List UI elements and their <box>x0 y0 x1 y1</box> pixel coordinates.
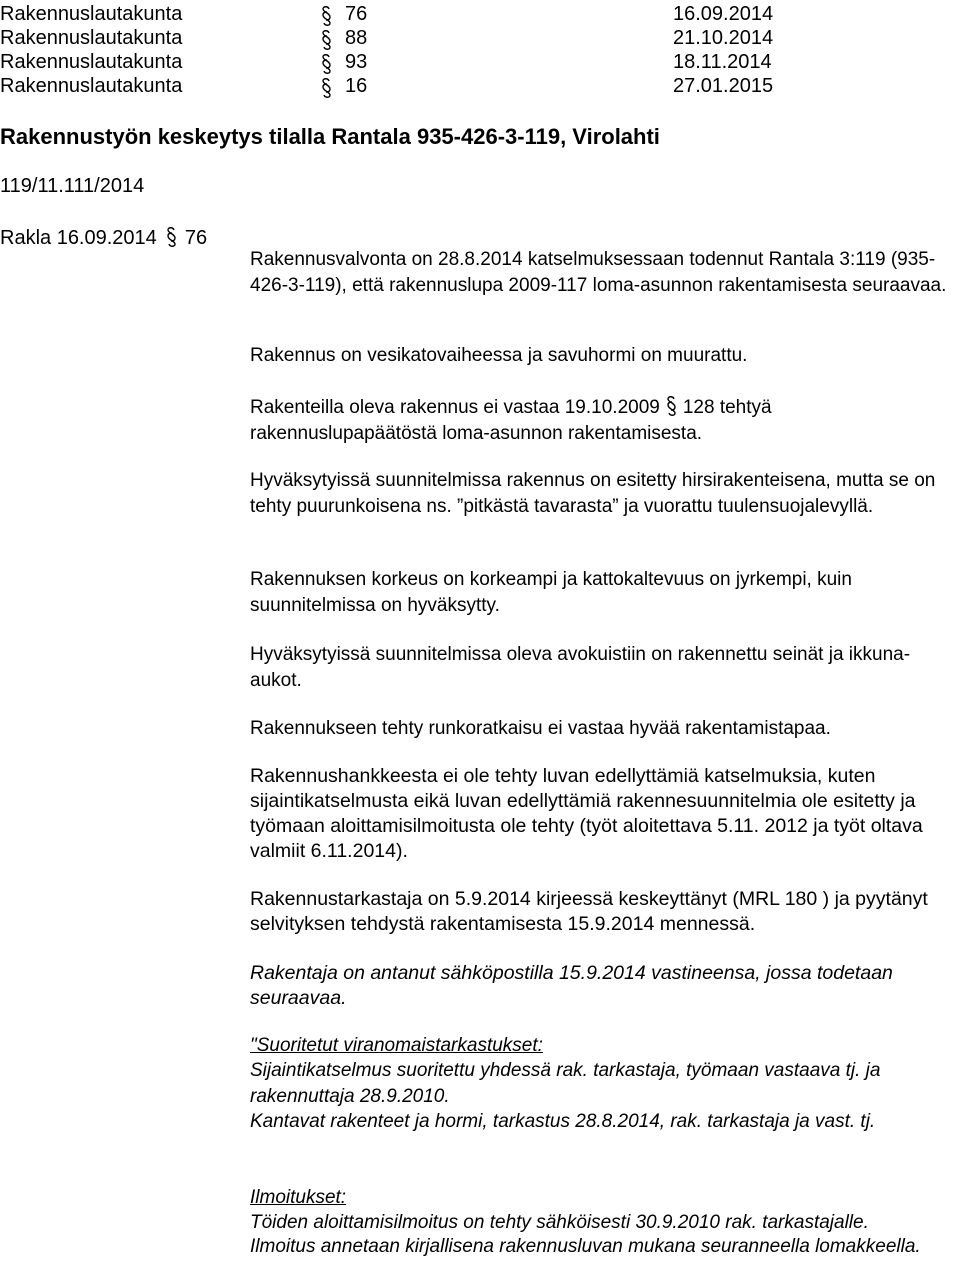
page-title: Rakennustyön keskeytys tilalla Rantala 935-426-3-119, Virolahti <box>0 124 660 149</box>
reference-number: 119/11.111/2014 <box>0 175 145 197</box>
paragraph: Hyväksytyissä suunnitelmissa rakennus on esitetty hirsirakenteisena, mutta se on tehty puurunkoisena ns. ”pitkästä tavarasta” ja vuorattu tuulensuojalevyllä. <box>250 470 936 517</box>
meeting-date: 21.10.2014 <box>673 27 774 49</box>
paragraph: Rakennus on vesikatovaiheessa ja savuhormi on muurattu. <box>250 345 748 366</box>
section-sign-icon <box>321 77 332 99</box>
meeting-date: 27.01.2015 <box>673 75 774 97</box>
paragraph: Rakennusvalvonta on 28.8.2014 katselmuksessaan todennut Rantala 3:119 (935-426-3-119), että rakennuslupa 2009-117 loma-asunnon rakentamisesta seuraavaa. <box>250 249 947 296</box>
meeting-body: Rakennuslautakunta <box>0 75 183 97</box>
paragraph: Rakennukseen tehty runkoratkaisu ei vastaa hyvää rakentamistapaa. <box>250 718 831 739</box>
paragraph: Rakennustarkastaja on 5.9.2014 kirjeessä keskeyttänyt (MRL 180 ) ja pyytänyt selvityksen tehdystä rakentamisesta 15.9.2014 mennessä. <box>250 888 928 935</box>
meeting-section: 76 <box>345 3 368 25</box>
paragraph: Hyväksytyissä suunnitelmissa oleva avokuistiin on rakennettu seinät ja ikkuna-aukot. <box>250 644 911 691</box>
section-sign-icon <box>321 53 332 75</box>
quote-item: Kantavat rakenteet ja hormi, tarkastus 28.8.2014, rak. tarkastaja ja vast. tj. <box>250 1111 876 1132</box>
paragraph-part: 128 tehtyä rakennuslupapäätöstä loma-asunnon rakentamisesta. <box>250 397 772 444</box>
meeting-date: 18.11.2014 <box>673 51 772 73</box>
paragraph-part: Rakenteilla oleva rakennus ei vastaa 19.10.2009 <box>250 397 660 418</box>
paragraph-quote-intro: Rakentaja on antanut sähköpostilla 15.9.2014 vastineensa, jossa todetaan seuraavaa. <box>250 962 893 1009</box>
meeting-section: 88 <box>345 27 368 49</box>
notice-item: Ilmoitus annetaan kirjallisena rakennusluvan mukana seuranneella lomakkeella. <box>250 1236 921 1257</box>
paragraph: Rakennushankkeesta ei ole tehty luvan edellyttämiä katselmuksia, kuten sijaintikatselmusta eikä luvan edellyttämiä rakennesuunnitelmia ole esitetty ja työmaan aloittamisilmoitusta ole tehty (työt aloitettava 5.11. 2012 ja työt oltava valmiit 6.11.2014). <box>250 765 923 862</box>
quote-item: Sijaintikatselmus suoritettu yhdessä rak. tarkastaja, työmaan vastaava tj. ja rakennuttaja 28.9.2010. <box>250 1060 881 1107</box>
paragraph <box>250 395 955 446</box>
paragraph: Rakennuksen korkeus on korkeampi ja kattokaltevuus on jyrkempi, kuin suunnitelmissa on hyväksytty. <box>250 569 852 616</box>
meeting-section: 16 <box>345 75 368 97</box>
meeting-section: 93 <box>345 51 368 73</box>
section-sign-icon <box>666 395 677 417</box>
rakla-prefix: Rakla 16.09.2014 <box>0 227 157 249</box>
quote-heading: "Suoritetut viranomaistarkastukset: <box>250 1035 543 1056</box>
section-sign-icon <box>166 226 177 248</box>
meeting-body: Rakennuslautakunta <box>0 27 183 49</box>
meeting-date: 16.09.2014 <box>673 3 774 25</box>
notices-heading: Ilmoitukset: <box>250 1187 347 1208</box>
section-sign-icon <box>321 5 332 27</box>
rakla-section: 76 <box>184 227 208 249</box>
notice-item: Töiden aloittamisilmoitus on tehty sähköisesti 30.9.2010 rak. tarkastajalle. <box>250 1212 869 1233</box>
meeting-body: Rakennuslautakunta <box>0 3 183 25</box>
section-sign-icon <box>321 29 332 51</box>
meeting-body: Rakennuslautakunta <box>0 51 183 73</box>
rakla-line <box>0 226 207 250</box>
